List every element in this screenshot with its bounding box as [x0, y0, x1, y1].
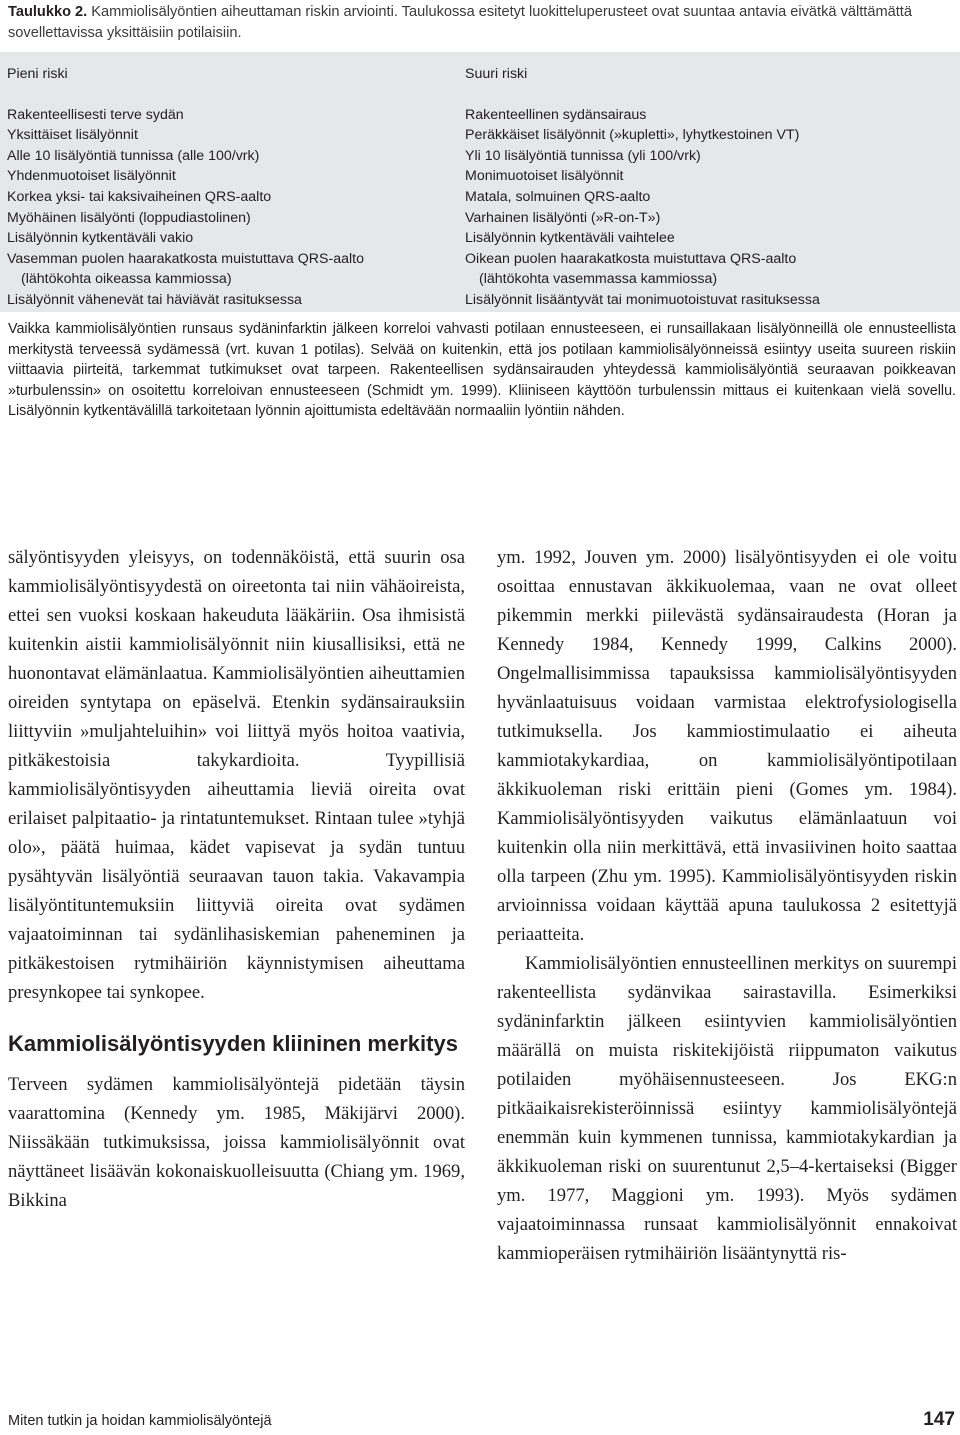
low-risk-item: Korkea yksi- tai kaksivaiheinen QRS-aalto	[7, 188, 272, 205]
high-risk-item: Yli 10 lisälyöntiä tunnissa (yli 100/vrk)	[465, 147, 701, 164]
low-risk-item: (lähtökohta oikeassa kammiossa)	[21, 271, 232, 288]
high-risk-column	[465, 64, 955, 311]
low-risk-item: Rakenteellisesti terve sydän	[7, 106, 184, 123]
low-risk-item: Vasemman puolen haarakatkosta muistuttava QRS-aalto	[7, 250, 364, 267]
body-column-left	[8, 543, 465, 1215]
high-risk-item: Monimuotoiset lisälyönnit	[465, 168, 624, 185]
page-number: 147	[923, 1409, 955, 1430]
body-column-right	[497, 543, 957, 1268]
low-risk-item: Yksittäiset lisälyönnit	[7, 127, 138, 144]
risk-table	[0, 52, 960, 312]
footer-title: Miten tutkin ja hoidan kammiolisälyöntejä	[8, 1413, 272, 1429]
body-paragraph: Kammiolisälyöntien ennusteellinen merkitys on suurempi rakenteellista sydänvikaa sairastavilla. Esimerkiksi sydäninfarktin jälkeen esiintyvien kammiolisälyöntien määrällä on muista riskitekijöistä riippumaton vaikutus potilaiden myöhäisennusteeseen. Jos EKG:n pitkäaikaisrekisteröinnissä esiintyy kammiolisälyöntejä enemmän kuin kymmenen tunnissa, kammiotakykardian ja äkkikuoleman riski on suurentunut 2,5–4-kertaiseksi (Bigger ym. 1977, Maggioni ym. 1993). Myös sydämen vajaatoiminnassa runsaat kammiolisälyönnit ennakoivat kammioperäisen rytmihäiriön lisääntynyttä ris-	[497, 953, 957, 1264]
body-paragraph: Terveen sydämen kammiolisälyöntejä pidetään täysin vaarattomina (Kennedy ym. 1985, Mäkijärvi 2000). Niissäkään tutkimuksissa, joissa kammiolisälyönnit ovat näyttäneet lisäävän kokonaiskuolleisuutta (Chiang ym. 1969, Bikkina	[8, 1074, 465, 1211]
high-risk-item: Oikean puolen haarakatkosta muistuttava QRS-aalto	[465, 250, 797, 267]
high-risk-heading: Suuri riski	[465, 66, 528, 82]
low-risk-item: Alle 10 lisälyöntiä tunnissa (alle 100/vrk)	[7, 147, 260, 164]
low-risk-item: Lisälyönnit vähenevät tai häviävät rasituksessa	[7, 291, 302, 308]
high-risk-item: Peräkkäiset lisälyönnit (»kupletti», lyhytkestoinen VT)	[465, 127, 800, 144]
low-risk-item: Yhdenmuotoiset lisälyönnit	[7, 168, 176, 185]
low-risk-heading: Pieni riski	[7, 66, 68, 82]
high-risk-item: Varhainen lisälyönti (»R-on-T»)	[465, 209, 661, 226]
table-note: Vaikka kammiolisälyöntien runsaus sydäninfarktin jälkeen korreloi vahvasti potilaan ennusteeseen, ei runsaillakaan lisälyönneillä ole ennusteellista merkitystä terveessä sydämessä (vrt. kuvan 1 potilas). Selvää on kuitenkin, että jos potilaan kammiolisälyönneissä esiintyy useita suureen riskiin viittaavia piirteitä, tarkemmat tutkimukset ovat tarpeen. Rakenteellisen sydänsairauden yhteydessä kammiolisälyöntiä seuraavan poikkeavan »turbulenssin» on osoitettu korreloivan ennusteeseen (Schmidt ym. 1999). Kliiniseen käyttöön turbulenssin mittaus ei kuitenkaan vielä sovellu. Lisälyönnin kytkentävälillä tarkoitetaan lyönnin ajoittumista edeltävään normaaliin lyöntiin nähden.	[8, 321, 956, 420]
low-risk-item: Myöhäinen lisälyönti (loppudiastolinen)	[7, 209, 251, 226]
table-caption	[8, 2, 956, 44]
high-risk-item: Matala, solmuinen QRS-aalto	[465, 188, 651, 205]
body-paragraph: ym. 1992, Jouven ym. 2000) lisälyöntisyyden ei ole voitu osoittaa ennustavan äkkikuolemaa, vaan ne ovat olleet pikemmin merkki piilevästä sydänsairaudesta (Horan ja Kennedy 1984, Kennedy 1999, Calkins 2000). Ongelmallisimmissa tapauksissa kammiolisälyöntisyyden hyvänlaatuisuus voidaan varmistaa elektrofysiologisella tutkimuksella. Jos kammiostimulaatio ei aiheuta kammiotakykardiaa, on kammiolisälyöntipotilaan äkkikuoleman riski erittäin pieni (Gomes ym. 1984). Kammiolisälyöntisyyden vaikutus elämänlaatuun voi kuitenkin olla niin merkittävä, että invasiivinen hoito saattaa olla tarpeen (Zhu ym. 1995). Kammiolisälyöntisyyden riskin arvioinnissa voidaan käyttää apuna taulukossa 2 esitettyjä periaatteita.	[497, 547, 957, 945]
low-risk-item: Lisälyönnin kytkentäväli vakio	[7, 230, 194, 247]
high-risk-item: (lähtökohta vasemmassa kammiossa)	[479, 271, 718, 288]
section-heading: Kammiolisälyöntisyyden kliininen merkitys	[8, 1031, 458, 1056]
body-paragraph: sälyöntisyyden yleisyys, on todennäköistä, että suurin osa kammiolisälyöntisyydestä on oireetonta tai niin vähäoireista, ettei sen vuoksi koskaan hakeuduta lääkäriin. Osa ihmisistä kuitenkin aistii kammiolisälyönnit niin kiusallisiksi, että ne huonontavat elämänlaatua. Kammiolisälyöntien aiheuttamien oireiden syntytapa on epäselvä. Etenkin sydänsairauksiin liittyviin »muljahteluihin» voi liittyä myös hoitoa vaativia, pitkäkestoisia takykardioita. Tyypillisiä kammiolisälyöntisyyden aiheuttamia lieviä oireita ovat erilaiset palpitaatio- ja rintatuntemukset. Rintaan tulee »tyhjä olo», päätä huimaa, kädet vapisevat ja sydän tuntuu pysähtyvän lisälyöntiä seuraavan tauon takia. Vakavampia lisälyöntituntemuksiin liittyviä oireita ovat sydämen vajaatoiminnan tai sydänlihasiskemian paheneminen ja pitkäkestoisen rytmihäiriön käynnistymisen aiheuttama presynkopee tai synkopee.	[8, 547, 465, 1003]
high-risk-item: Lisälyönnin kytkentäväli vaihtelee	[465, 230, 675, 247]
high-risk-item: Lisälyönnit lisääntyvät tai monimuotoistuvat rasituksessa	[465, 291, 820, 308]
high-risk-item: Rakenteellinen sydänsairaus	[465, 106, 647, 123]
caption-text: Kammiolisälyöntien aiheuttaman riskin arviointi. Taulukossa esitetyt luokitteluperusteet ovat suuntaa antavia eivätkä välttämättä sovellettavissa yksittäisiin potilaisiin.	[8, 4, 912, 41]
caption-label: Taulukko 2.	[8, 4, 88, 20]
low-risk-column	[7, 64, 452, 311]
